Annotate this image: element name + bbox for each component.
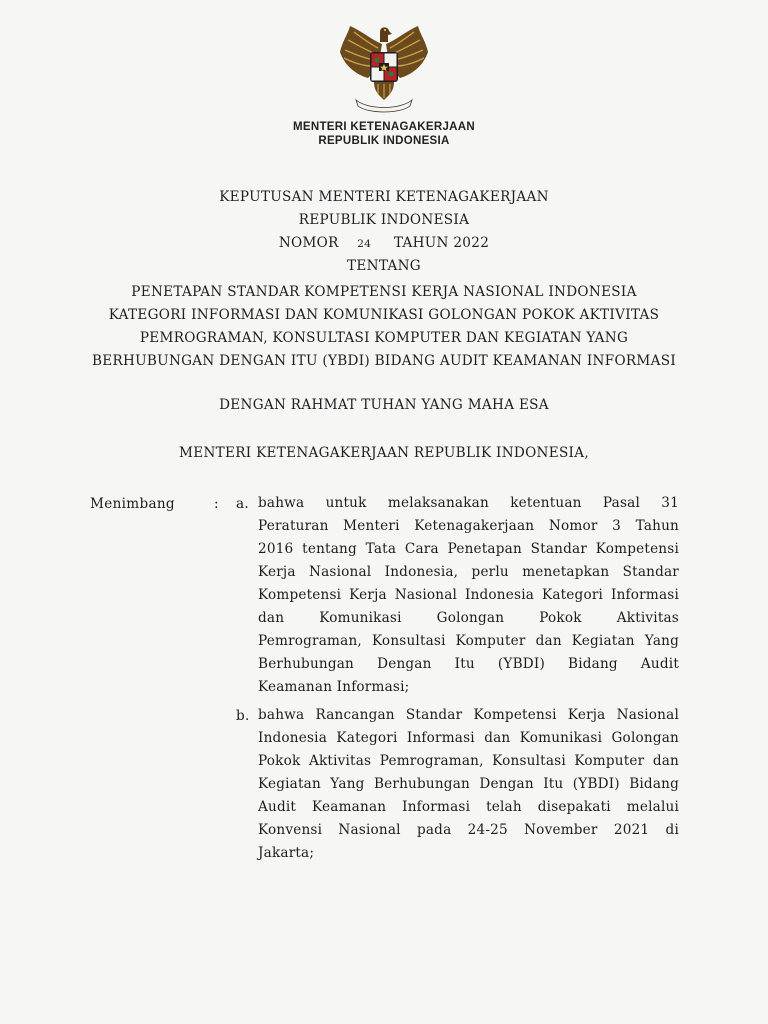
- minister-line: MENTERI KETENAGAKERJAAN REPUBLIK INDONESIA,: [179, 445, 589, 461]
- subject-line: PEMROGRAMAN, KONSULTASI KOMPUTER DAN KEGIATAN YANG: [139, 330, 629, 346]
- decree-title: KEPUTUSAN MENTERI KETENAGAKERJAAN: [219, 189, 549, 205]
- menimbang-colon: :: [214, 496, 219, 512]
- decree-country: REPUBLIK INDONESIA: [298, 212, 470, 228]
- invocation-line: DENGAN RAHMAT TUHAN YANG MAHA ESA: [219, 397, 549, 413]
- item-a-line: Keamanan Informasi;: [258, 679, 410, 695]
- item-b-line: Pokok Aktivitas Pemrograman, Konsultasi Komputer dan: [258, 753, 679, 769]
- item-b-line: Kegiatan Yang Berhubungan Dengan Itu (YBDI) Bidang: [258, 776, 679, 792]
- nomor-label: NOMOR: [278, 235, 339, 251]
- subject-line: KATEGORI INFORMASI DAN KOMUNIKASI GOLONGAN POKOK AKTIVITAS: [108, 307, 660, 323]
- item-a-line: Kerja Nasional Indonesia, perlu menetapkan Standar: [258, 564, 679, 580]
- garuda-emblem-icon: [334, 22, 434, 114]
- item-a-line: Berhubungan Dengan Itu (YBDI) Bidang Audit: [258, 656, 679, 672]
- item-b-line: Indonesia Kategori Informasi dan Komunikasi Golongan: [258, 730, 679, 746]
- tahun-label: TAHUN 2022: [393, 235, 490, 251]
- ministry-name: MENTERI KETENAGAKERJAAN: [293, 121, 475, 133]
- item-a-line: bahwa untuk melaksanakan ketentuan Pasal 31: [258, 495, 679, 511]
- item-a-line: 2016 tentang Tata Cara Penetapan Standar Kompetensi: [258, 541, 679, 557]
- item-letter-a: a.: [236, 496, 250, 512]
- item-a-line: dan Komunikasi Golongan Pokok Aktivitas: [258, 610, 679, 626]
- item-letter-b: b.: [236, 708, 250, 724]
- item-b-line: Konvensi Nasional pada 24-25 November 2021 di: [258, 822, 679, 838]
- tentang-heading: TENTANG: [347, 258, 421, 274]
- item-a-line: Pemrograman, Konsultasi Komputer dan Kegiatan Yang: [258, 633, 679, 649]
- subject-line: BERHUBUNGAN DENGAN ITU (YBDI) BIDANG AUDIT KEAMANAN INFORMASI: [91, 353, 677, 369]
- consideration-item-b: [258, 704, 679, 865]
- item-a-line: Peraturan Menteri Ketenagakerjaan Nomor 3 Tahun: [258, 518, 679, 534]
- ministry-country: REPUBLIK INDONESIA: [318, 135, 450, 147]
- menimbang-label: Menimbang: [90, 496, 175, 512]
- item-b-line: Jakarta;: [258, 845, 315, 861]
- item-b-line: bahwa Rancangan Standar Kompetensi Kerja Nasional: [258, 707, 679, 723]
- item-a-line: Kompetensi Kerja Nasional Indonesia Kategori Informasi: [258, 587, 679, 603]
- item-b-line: Audit Keamanan Informasi telah disepakati melalui: [258, 799, 679, 815]
- nomor-value: 24: [357, 238, 372, 250]
- subject-line: PENETAPAN STANDAR KOMPETENSI KERJA NASIONAL INDONESIA: [131, 284, 637, 300]
- consideration-item-a: [258, 492, 679, 699]
- decree-number-row: [0, 235, 768, 251]
